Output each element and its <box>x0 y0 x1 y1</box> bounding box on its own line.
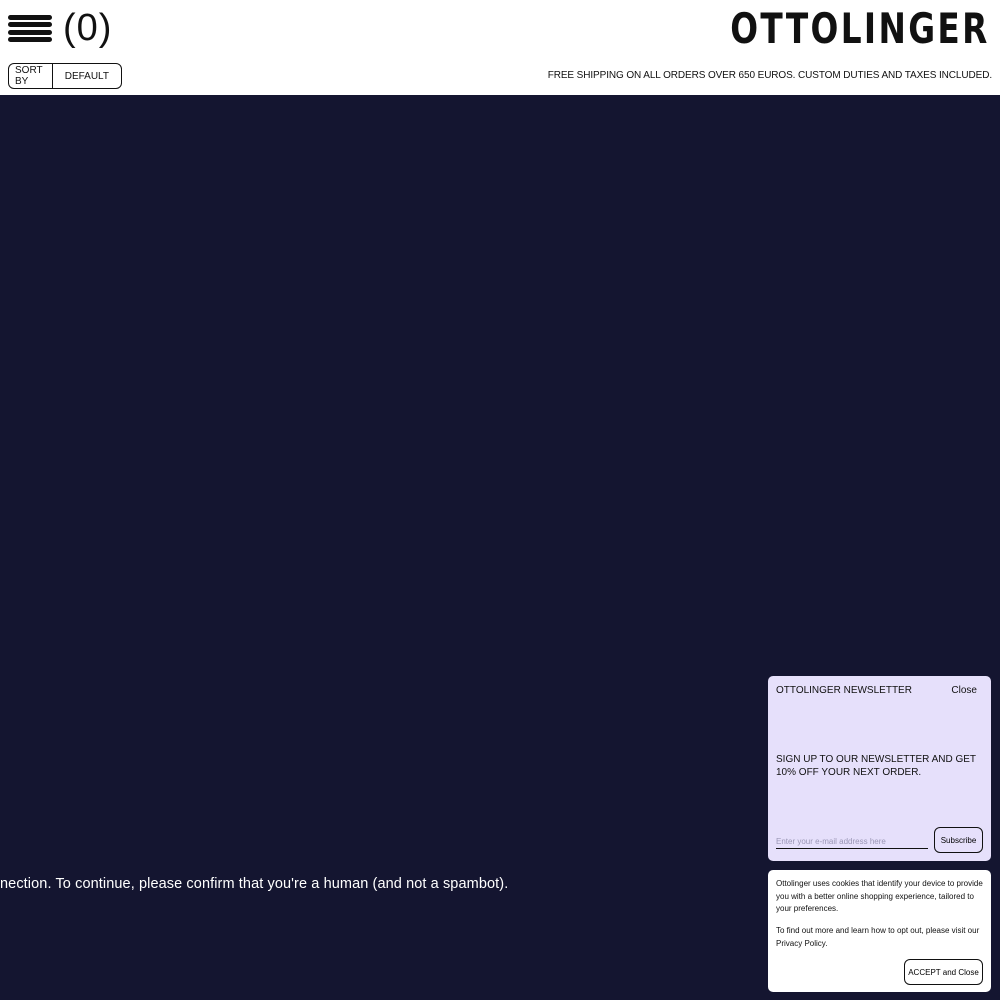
newsletter-title: OTTOLINGER NEWSLETTER <box>776 685 912 696</box>
newsletter-close-button[interactable]: Close <box>951 685 977 696</box>
cookie-privacy-text: To find out more and learn how to opt out, please visit our Privacy Policy. <box>776 926 980 948</box>
cart-count[interactable]: (0) <box>63 7 113 49</box>
main-content-area <box>0 95 1000 1000</box>
sort-by-select[interactable]: DEFAULT <box>64 70 109 82</box>
hamburger-menu-icon[interactable] <box>8 15 52 42</box>
site-logo[interactable]: OTTOLINGER <box>730 4 990 53</box>
sort-by-label: SORT BY <box>9 64 53 88</box>
subscribe-button[interactable]: Subscribe <box>934 827 983 853</box>
newsletter-popup <box>768 676 991 861</box>
cookie-banner <box>768 870 991 992</box>
captcha-message: nection. To continue, please confirm that you're a human (and not a spambot). <box>0 876 509 892</box>
sort-by-control[interactable] <box>8 63 122 89</box>
newsletter-email-input[interactable] <box>776 835 928 849</box>
site-header <box>0 0 1000 95</box>
cookie-text: Ottolinger uses cookies that identify your device to provide you with a better online shopping experience, tailored to your preferences. <box>776 879 983 913</box>
newsletter-offer-text: SIGN UP TO OUR NEWSLETTER AND GET 10% OFF YOUR NEXT ORDER. <box>776 754 976 778</box>
accept-cookies-button[interactable]: ACCEPT and Close <box>904 959 983 985</box>
shipping-notice: FREE SHIPPING ON ALL ORDERS OVER 650 EUROS. CUSTOM DUTIES AND TAXES INCLUDED. <box>547 70 992 81</box>
